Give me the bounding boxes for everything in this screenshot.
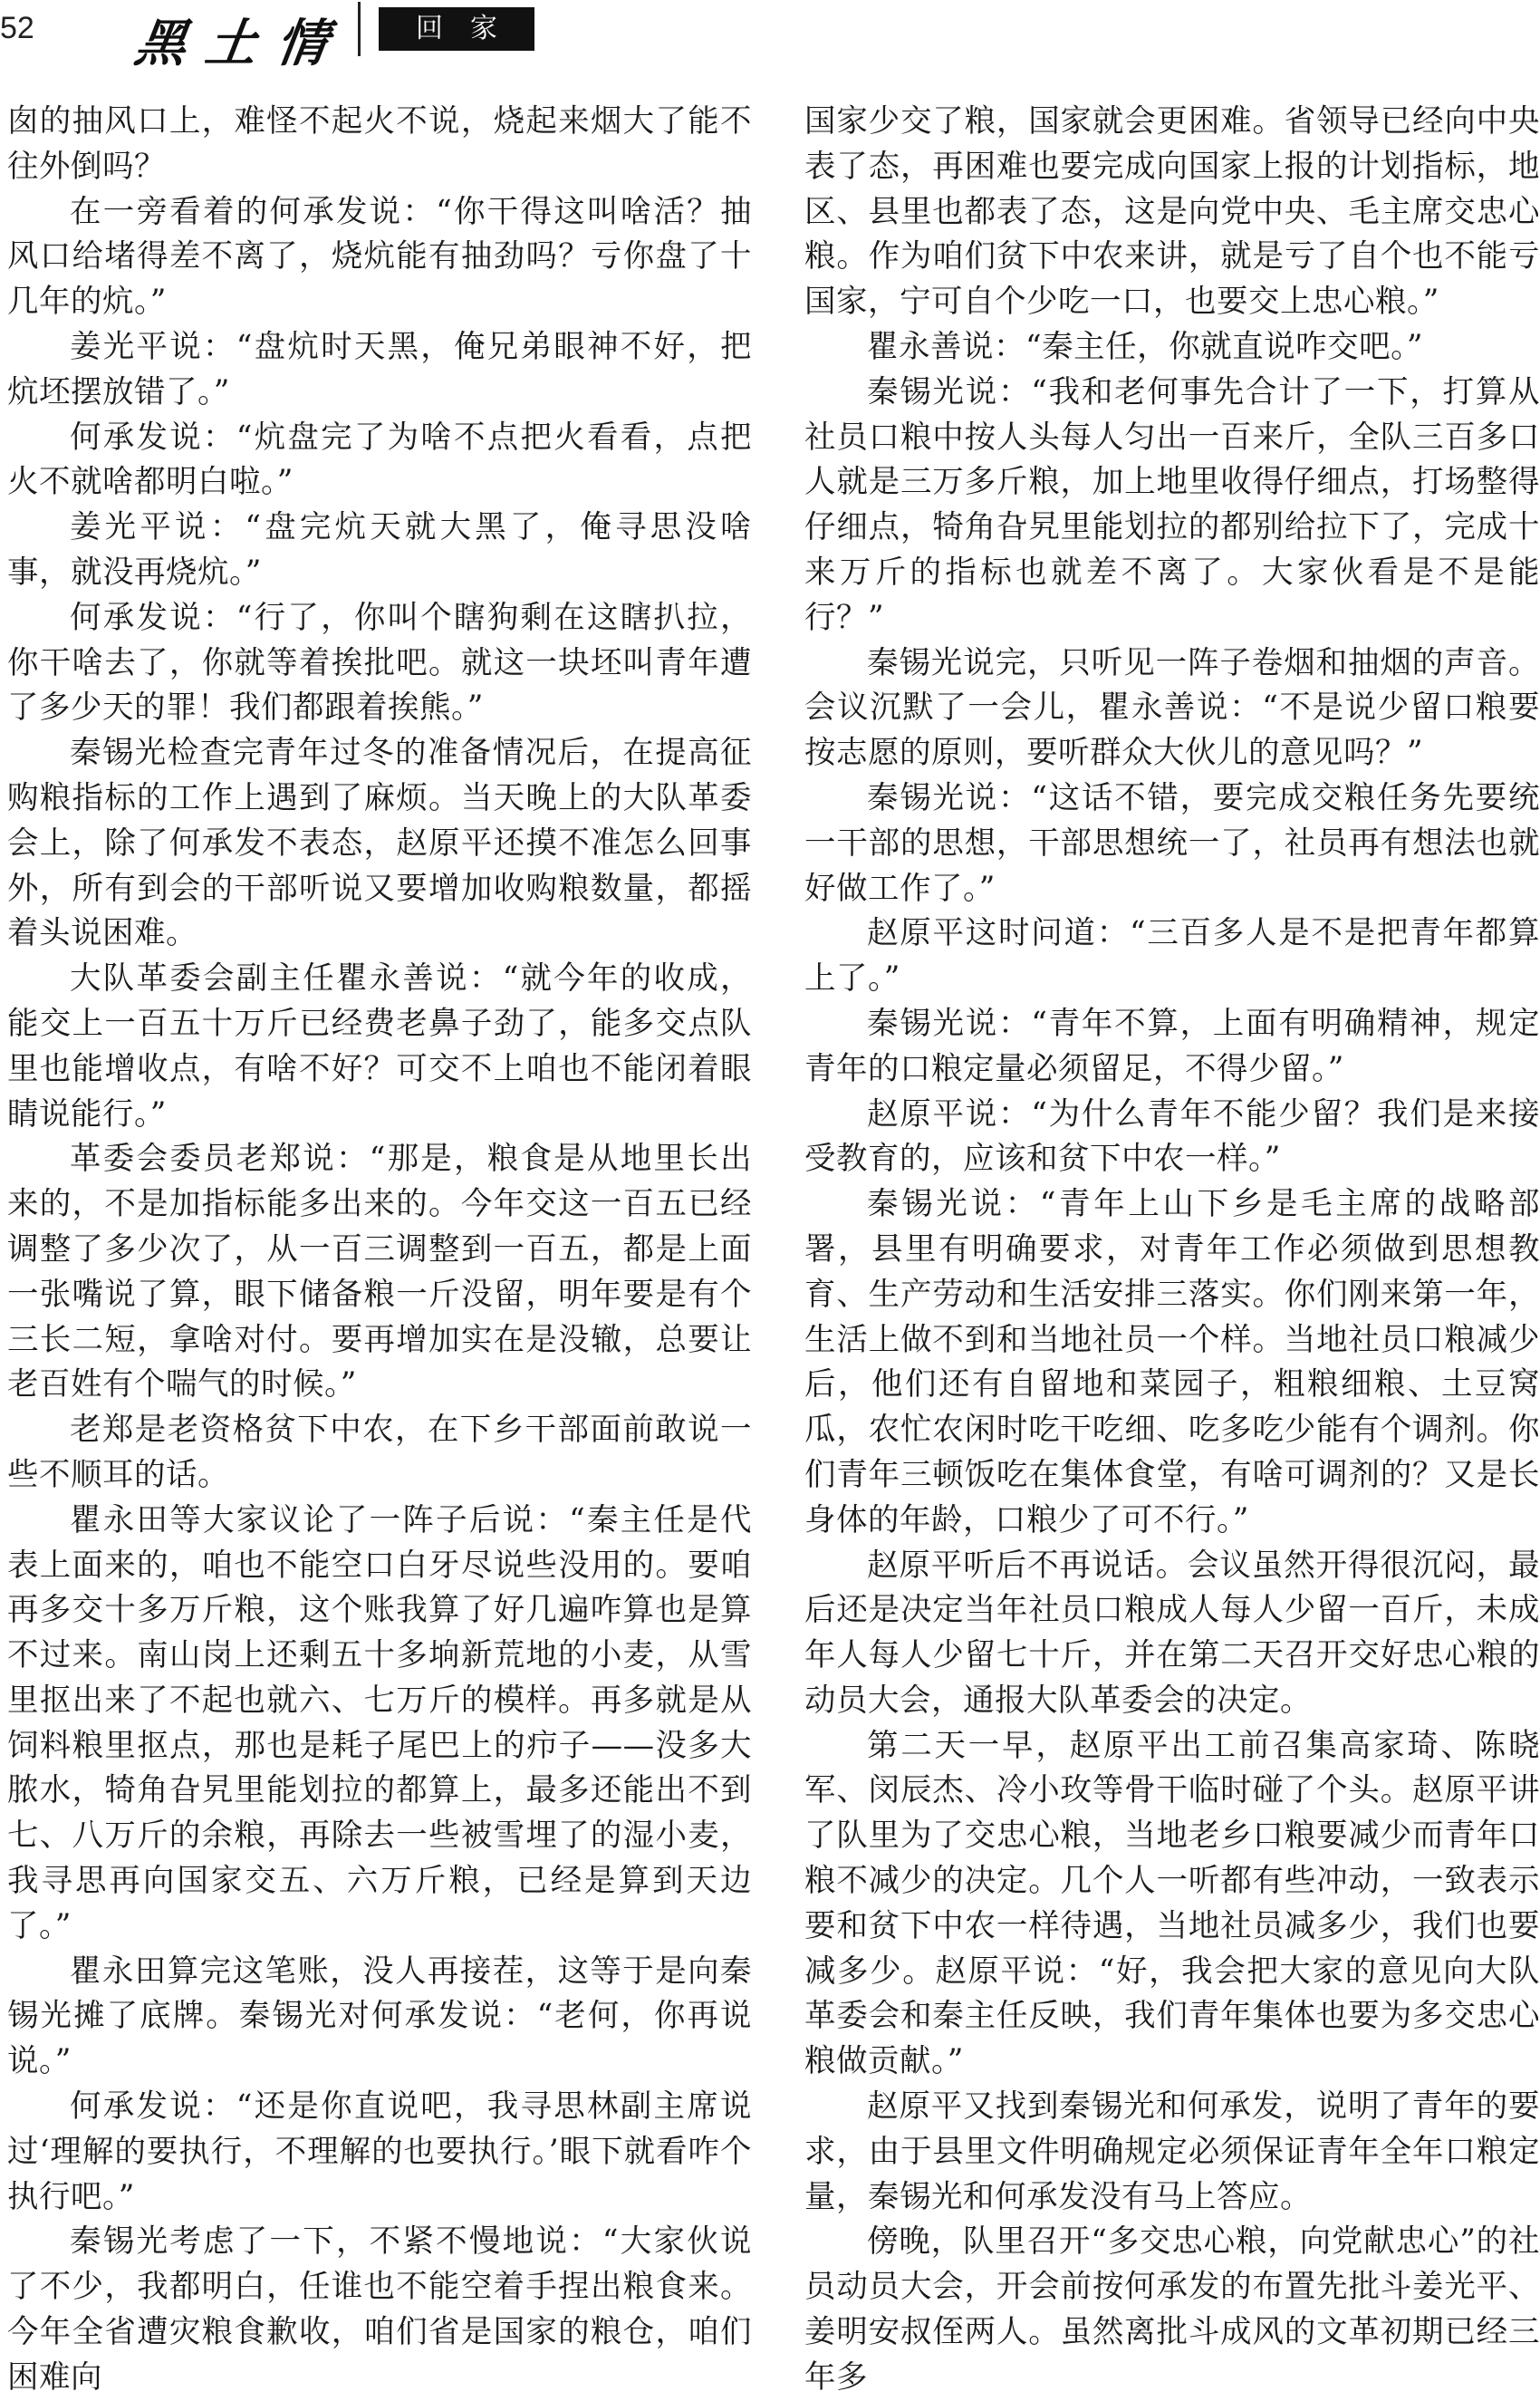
- paragraph: 瞿永田算完这笔账，没人再接茬，这等于是向秦锡光摊了底牌。秦锡光对何承发说：“老何，你再说说。”: [7, 1953, 752, 2080]
- paragraph: 秦锡光说完，只听见一阵子卷烟和抽烟的声音。会议沉默了一会儿，瞿永善说：“不是说少留口粮要按志愿的原则，要听群众大伙儿的意见吗？”: [804, 644, 1540, 772]
- paragraph: 国家少交了粮，国家就会更困难。省领导已经向中央表了态，再困难也要完成向国家上报的计划指标，地区、县里也都表了态，这是向党中央、毛主席交忠心粮。作为咱们贫下中农来讲，就是亏了自个也不能亏国家，宁可自个少吃一口，也要交上忠心粮。”: [804, 103, 1540, 321]
- paragraph: 秦锡光说：“我和老何事先合计了一下，打算从社员口粮中按人头每人匀出一百来斤，全队三百多口人就是三万多斤粮，加上地里收得仔细点，打场整得仔细点，犄角旮旯里能划拉的都别给拉下了，完成十来万斤的指标也就差不离了。大家伙看是不是能行？”: [804, 373, 1540, 636]
- paragraph: 大队革委会副主任瞿永善说：“就今年的收成，能交上一百五十万斤已经费老鼻子劲了，能多交点队里也能增收点，有啥不好？可交不上咱也不能闭着眼睛说能行。”: [7, 960, 752, 1133]
- paragraph: 何承发说：“还是你直说吧，我寻思林副主席说过‘理解的要执行，不理解的也要执行。’眼下就看咋个执行吧。”: [7, 2088, 752, 2215]
- paragraph: 赵原平听后不再说话。会议虽然开得很沉闷，最后还是决定当年社员口粮成人每人少留一百斤，未成年人每人少留七十斤，并在第二天召开交好忠心粮的动员大会，通报大队革委会的决定。: [804, 1547, 1540, 1719]
- paragraph: 在一旁看着的何承发说：“你干得这叫啥活？抽风口给堵得差不离了，烧炕能有抽劲吗？亏你盘了十几年的炕。”: [7, 193, 752, 321]
- left-text-column: [7, 100, 752, 2396]
- section-badge: 回家: [379, 7, 534, 51]
- header-divider: [358, 2, 361, 56]
- page-number: 52: [0, 11, 34, 45]
- paragraph: 姜光平说：“盘完炕天就大黑了，俺寻思没啥事，就没再烧炕。”: [7, 509, 752, 591]
- paragraph: 何承发说：“炕盘完了为啥不点把火看看，点把火不就啥都明白啦。”: [7, 419, 752, 501]
- paragraph: 秦锡光说：“这话不错，要完成交粮任务先要统一干部的思想，干部思想统一了，社员再有想法也就好做工作了。”: [804, 779, 1540, 907]
- paragraph: 赵原平这时问道：“三百多人是不是把青年都算上了。”: [804, 915, 1540, 998]
- paragraph: 傍晚，队里召开“多交忠心粮，向党献忠心”的社员动员大会，开会前按何承发的布置先批斗姜光平、姜明安叔侄两人。虽然离批斗成风的文革初期已经三年多: [804, 2223, 1540, 2396]
- page-header: [0, 0, 1540, 72]
- paragraph: 第二天一早，赵原平出工前召集高家琦、陈晓军、闵辰杰、冷小玫等骨干临时碰了个头。赵原平讲了队里为了交忠心粮，当地老乡口粮要减少而青年口粮不减少的决定。几个人一听都有些冲动，一致表示要和贫下中农一样待遇，当地社员减多少，我们也要减多少。赵原平说：“好，我会把大家的意见向大队革委会和秦主任反映，我们青年集体也要为多交忠心粮做贡献。”: [804, 1727, 1540, 2080]
- magazine-title-logo: 黑土情: [130, 14, 352, 73]
- paragraph: 秦锡光说：“青年不算，上面有明确精神，规定青年的口粮定量必须留足，不得少留。”: [804, 1005, 1540, 1087]
- paragraph: 赵原平说：“为什么青年不能少留？我们是来接受教育的，应该和贫下中农一样。”: [804, 1095, 1540, 1178]
- paragraph: 革委会委员老郑说：“那是，粮食是从地里长出来的，不是加指标能多出来的。今年交这一百五已经调整了多少次了，从一百三调整到一百五，都是上面一张嘴说了算，眼下储备粮一斤没留，明年要是有个三长二短，拿啥对付。要再增加实在是没辙，总要让老百姓有个喘气的时候。”: [7, 1141, 752, 1403]
- right-text-column: [804, 100, 1540, 2396]
- paragraph: 秦锡光检查完青年过冬的准备情况后，在提高征购粮指标的工作上遇到了麻烦。当天晚上的大队革委会上，除了何承发不表态，赵原平还摸不准怎么回事外，所有到会的干部听说又要增加收购粮数量，都摇着头说困难。: [7, 735, 752, 952]
- paragraph: 瞿永田等大家议论了一阵子后说：“秦主任是代表上面来的，咱也不能空口白牙尽说些没用的。要咱再多交十多万斤粮，这个账我算了好几遍咋算也是算不过来。南山岗上还剩五十多垧新荒地的小麦，从雪里抠出来了不起也就六、七万斤的模样。再多就是从饲料粮里抠点，那也是耗子尾巴上的疖子——没多大脓水，犄角旮旯里能划拉的都算上，最多还能出不到七、八万斤的余粮，再除去一些被雪埋了的湿小麦，我寻思再向国家交五、六万斤粮，已经是算到天边了。”: [7, 1501, 752, 1944]
- paragraph: 瞿永善说：“秦主任，你就直说咋交吧。”: [867, 328, 1424, 365]
- paragraph: 秦锡光说：“青年上山下乡是毛主席的战略部署，县里有明确要求，对青年工作必须做到思想教育、生产劳动和生活安排三落实。你们刚来第一年，生活上做不到和当地社员一个样。当地社员口粮减少后，他们还有自留地和菜园子，粗粮细粮、土豆窝瓜，农忙农闲时吃干吃细、吃多吃少能有个调剂。你们青年三顿饭吃在集体食堂，有啥可调剂的？又是长身体的年龄，口粮少了可不行。”: [804, 1186, 1540, 1538]
- paragraph: 老郑是老资格贫下中农，在下乡干部面前敢说一些不顺耳的话。: [7, 1412, 752, 1493]
- paragraph: 姜光平说：“盘炕时天黑，俺兄弟眼神不好，把炕坯摆放错了。”: [7, 328, 752, 410]
- paragraph: 赵原平又找到秦锡光和何承发，说明了青年的要求，由于县里文件明确规定必须保证青年全年口粮定量，秦锡光和何承发没有马上答应。: [804, 2088, 1540, 2215]
- paragraph: 秦锡光考虑了一下，不紧不慢地说：“大家伙说了不少，我都明白，任谁也不能空着手捏出粮食来。今年全省遭灾粮食歉收，咱们省是国家的粮仓，咱们困难向: [7, 2223, 752, 2396]
- paragraph: 何承发说：“行了，你叫个瞎狗剩在这瞎扒拉，你干啥去了，你就等着挨批吧。就这一块坯叫青年遭了多少天的罪！我们都跟着挨熊。”: [7, 599, 752, 727]
- paragraph: 囱的抽风口上，难怪不起火不说，烧起来烟大了能不往外倒吗？: [7, 103, 752, 185]
